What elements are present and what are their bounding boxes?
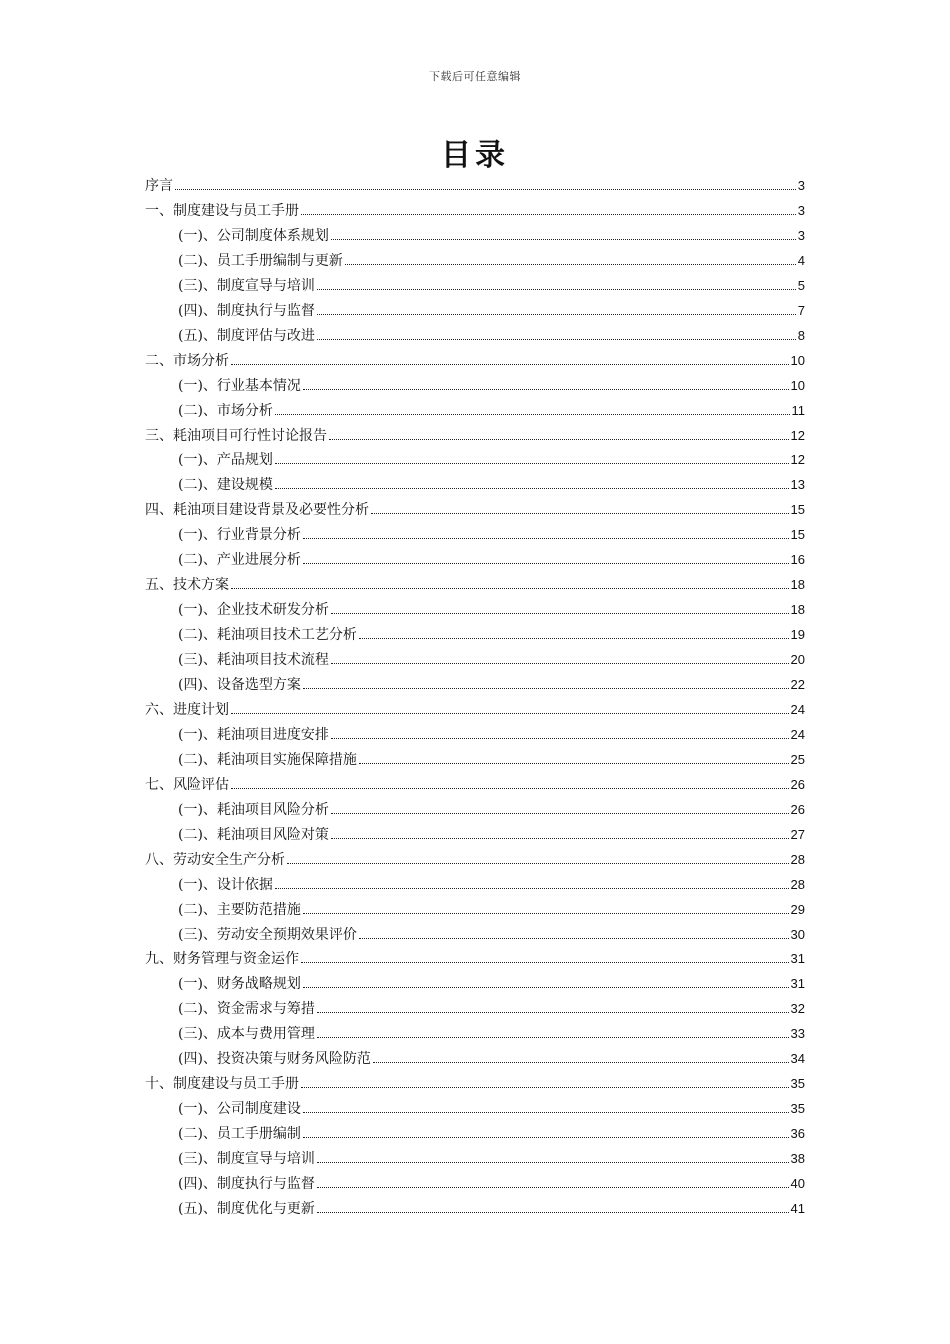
dot-leader (303, 389, 789, 390)
toc-entry-page-number[interactable]: 40 (790, 1176, 805, 1191)
toc-entry-title[interactable]: (三)、成本与费用管理 (178, 1026, 315, 1043)
toc-entry-title[interactable]: (二)、耗油项目实施保障措施 (178, 751, 357, 768)
toc-entry-page-number[interactable]: 31 (790, 976, 805, 992)
dot-leader (345, 264, 796, 265)
dot-leader (359, 763, 789, 764)
toc-entry-title[interactable]: (四)、制度执行与监督 (178, 302, 315, 319)
toc-entry[interactable] (145, 574, 805, 594)
toc-entry-title[interactable]: (二)、市场分析 (178, 402, 273, 419)
toc-entry-page-number[interactable]: 38 (790, 1151, 805, 1167)
toc-entry-title[interactable]: (一)、行业背景分析 (178, 527, 301, 544)
toc-entry-title[interactable]: (二)、资金需求与筹措 (178, 1001, 315, 1018)
toc-entry[interactable] (178, 325, 805, 345)
toc-entry-title[interactable]: (一)、公司制度体系规划 (178, 227, 329, 244)
dot-leader (275, 463, 789, 464)
toc-entry-page-number[interactable]: 25 (790, 751, 805, 767)
toc-entry[interactable] (178, 1148, 805, 1168)
dot-leader (331, 663, 789, 664)
toc-entry[interactable] (145, 425, 805, 445)
toc-entry[interactable] (178, 874, 805, 894)
dot-leader (371, 513, 789, 514)
dot-leader (231, 364, 789, 365)
toc-entry-page-number[interactable]: 35 (790, 1101, 805, 1117)
toc-entry[interactable] (178, 973, 805, 993)
toc-entry-page-number[interactable]: 10 (790, 352, 805, 368)
toc-entry-page-number[interactable]: 12 (790, 452, 805, 468)
toc-entry-title[interactable]: 七、风险评估 (145, 776, 229, 793)
dot-leader (329, 439, 789, 440)
toc-entry-page-number[interactable]: 33 (790, 1026, 805, 1042)
toc-entry-page-number[interactable]: 16 (790, 552, 805, 568)
toc-entry-title[interactable]: 一、制度建设与员工手册 (145, 202, 299, 219)
toc-entry-title[interactable]: (一)、耗油项目进度安排 (178, 726, 329, 743)
toc-entry-page-number[interactable]: 19 (790, 627, 805, 643)
toc-entry[interactable] (145, 499, 805, 519)
dot-leader (331, 239, 796, 240)
toc-entry[interactable] (178, 649, 805, 669)
toc-entry-page-number[interactable]: 8 (797, 327, 805, 343)
toc-entry-page-number[interactable]: 28 (790, 851, 805, 867)
toc-entry-title[interactable]: 十、制度建设与员工手册 (145, 1076, 299, 1093)
dot-leader (317, 1012, 789, 1013)
toc-entry-title[interactable]: (二)、员工手册编制 (178, 1126, 301, 1143)
toc-entry-page-number[interactable]: 27 (790, 826, 805, 842)
dot-leader (303, 913, 789, 914)
dot-leader (317, 1187, 789, 1188)
toc-entry-page-number[interactable]: 5 (797, 277, 805, 293)
dot-leader (301, 1087, 789, 1088)
dot-leader (303, 1112, 789, 1113)
toc-entry[interactable] (178, 799, 805, 819)
toc-entry-title[interactable]: (二)、员工手册编制与更新 (178, 252, 343, 269)
toc-entry[interactable] (145, 1073, 805, 1093)
toc-entry-title[interactable]: (一)、公司制度建设 (178, 1101, 301, 1118)
toc-entry-title[interactable]: (一)、耗油项目风险分析 (178, 801, 329, 818)
toc-entry-page-number[interactable]: 4 (797, 252, 805, 268)
toc-entry-title[interactable]: (三)、制度宣导与培训 (178, 1151, 315, 1168)
toc-entry-page-number[interactable]: 18 (790, 577, 805, 593)
toc-entry-title[interactable]: 二、市场分析 (145, 352, 229, 369)
dot-leader (317, 1212, 789, 1213)
toc-entry[interactable] (178, 1023, 805, 1043)
toc-entry[interactable] (178, 724, 805, 744)
dot-leader (275, 488, 789, 489)
dot-leader (231, 588, 789, 589)
toc-entry[interactable] (145, 849, 805, 869)
toc-entry-title[interactable]: (五)、制度优化与更新 (178, 1200, 315, 1217)
toc-entry-title[interactable]: (五)、制度评估与改进 (178, 327, 315, 344)
dot-leader (275, 414, 790, 415)
toc-entry[interactable] (178, 824, 805, 844)
toc-entry-title[interactable]: (四)、设备选型方案 (178, 677, 301, 693)
toc-entry-title[interactable]: (二)、建设规模 (178, 477, 273, 494)
dot-leader (231, 713, 789, 714)
dot-leader (175, 189, 796, 190)
toc-entry-page-number[interactable]: 22 (790, 677, 805, 692)
toc-entry-page-number[interactable]: 35 (790, 1076, 805, 1092)
toc-entry-page-number[interactable]: 24 (790, 726, 805, 742)
dot-leader (303, 1137, 789, 1138)
toc-entry-page-number[interactable]: 18 (790, 602, 805, 618)
toc-entry-title[interactable]: 六、进度计划 (145, 701, 229, 718)
toc-entry-page-number[interactable]: 36 (790, 1126, 805, 1142)
toc-entry-page-number[interactable]: 10 (790, 377, 805, 393)
dot-leader (317, 1162, 789, 1163)
toc-entry[interactable] (145, 948, 805, 968)
toc-entry[interactable] (178, 1098, 805, 1118)
toc-entry[interactable] (178, 1198, 805, 1218)
toc-entry-title[interactable]: (三)、劳动安全预期效果评价 (178, 926, 357, 943)
toc-entry[interactable] (178, 474, 805, 494)
toc-entry[interactable] (178, 599, 805, 619)
toc-entry[interactable] (145, 175, 805, 195)
toc-entry-title[interactable]: (一)、行业基本情况 (178, 377, 301, 394)
dot-leader (359, 638, 789, 639)
toc-entry[interactable] (178, 624, 805, 644)
toc-entry-page-number[interactable]: 3 (797, 227, 805, 243)
dot-leader (317, 289, 796, 290)
toc-entry-page-number[interactable]: 13 (790, 477, 805, 493)
toc-entry-page-number[interactable]: 11 (791, 402, 805, 418)
toc-entry-page-number[interactable]: 32 (790, 1001, 805, 1017)
toc-entry-title[interactable]: 五、技术方案 (145, 577, 229, 594)
dot-leader (275, 888, 789, 889)
toc-entry[interactable] (178, 225, 805, 245)
toc-entry-page-number[interactable]: 34 (790, 1051, 805, 1067)
toc-entry[interactable] (178, 1173, 805, 1193)
toc-entry-page-number[interactable]: 20 (790, 652, 805, 668)
toc-entry-page-number[interactable]: 30 (790, 926, 805, 942)
dot-leader (331, 738, 789, 739)
toc-entry[interactable] (178, 674, 805, 694)
toc-entry-page-number[interactable]: 12 (790, 427, 805, 443)
toc-entry-page-number[interactable]: 28 (790, 876, 805, 892)
toc-entry-title[interactable]: 八、劳动安全生产分析 (145, 851, 285, 868)
toc-entry-page-number[interactable]: 31 (790, 951, 805, 967)
toc-entry-title[interactable]: 九、财务管理与资金运作 (145, 951, 299, 968)
toc-entry[interactable] (178, 449, 805, 469)
toc-entry-title[interactable]: (四)、投资决策与财务风险防范 (178, 1051, 371, 1068)
dot-leader (303, 538, 789, 539)
toc-entry-page-number[interactable]: 7 (797, 302, 805, 318)
dot-leader (303, 563, 789, 564)
toc-entry-title[interactable]: (二)、耗油项目技术工艺分析 (178, 627, 357, 644)
toc-entry[interactable] (178, 998, 805, 1018)
dot-leader (303, 987, 789, 988)
toc-entry[interactable] (145, 774, 805, 794)
dot-leader (317, 314, 796, 315)
toc-entry[interactable] (178, 549, 805, 569)
toc-entry[interactable] (178, 375, 805, 395)
toc-entry[interactable] (178, 1048, 805, 1068)
toc-entry-page-number[interactable]: 15 (790, 502, 805, 518)
dot-leader (301, 214, 796, 215)
toc-entry[interactable] (178, 524, 805, 544)
header-note: 下载后可任意编辑 (429, 70, 521, 83)
dot-leader (331, 613, 789, 614)
toc-entry-title[interactable]: (一)、设计依据 (178, 876, 273, 893)
toc-entry-title[interactable]: (一)、财务战略规划 (178, 976, 301, 993)
toc-entry-title[interactable]: (一)、企业技术研发分析 (178, 602, 329, 619)
toc-entry-page-number[interactable]: 29 (790, 901, 805, 917)
dot-leader (373, 1062, 789, 1063)
toc-entry[interactable] (145, 200, 805, 220)
dot-leader (301, 962, 789, 963)
toc-entry-title[interactable]: (二)、产业进展分析 (178, 552, 301, 569)
toc-entry[interactable] (178, 300, 805, 320)
dot-leader (303, 688, 789, 689)
toc-entry[interactable] (178, 250, 805, 270)
toc-entry-page-number[interactable]: 26 (790, 801, 805, 817)
toc-entry-title[interactable]: (二)、耗油项目风险对策 (178, 826, 329, 843)
toc-entry[interactable] (145, 699, 805, 719)
toc-entry[interactable] (178, 899, 805, 919)
toc-entry-page-number[interactable]: 24 (790, 701, 805, 717)
toc-entry[interactable] (178, 1123, 805, 1143)
toc-entry-title[interactable]: (一)、产品规划 (178, 452, 273, 469)
toc-entry[interactable] (178, 749, 805, 769)
toc-entry-title[interactable]: (三)、制度宣导与培训 (178, 277, 315, 294)
toc-entry[interactable] (178, 400, 805, 420)
toc-entry-page-number[interactable]: 3 (797, 178, 805, 193)
dot-leader (287, 863, 789, 864)
toc-entry-title[interactable]: 序言 (145, 178, 173, 194)
toc-entry-title[interactable]: (四)、制度执行与监督 (178, 1176, 315, 1192)
toc-entry-title[interactable]: (二)、主要防范措施 (178, 901, 301, 918)
toc-entry-page-number[interactable]: 26 (790, 776, 805, 792)
dot-leader (317, 339, 796, 340)
toc-entry-title[interactable]: 四、耗油项目建设背景及必要性分析 (145, 502, 369, 519)
dot-leader (231, 788, 789, 789)
toc-entry-title[interactable]: (三)、耗油项目技术流程 (178, 652, 329, 669)
toc-entry-title[interactable]: 三、耗油项目可行性讨论报告 (145, 427, 327, 444)
toc-entry-page-number[interactable]: 15 (790, 527, 805, 543)
toc-entry[interactable] (178, 275, 805, 295)
toc-entry[interactable] (145, 350, 805, 370)
toc-entry-page-number[interactable]: 3 (797, 202, 805, 218)
dot-leader (331, 813, 789, 814)
dot-leader (317, 1037, 789, 1038)
page-title: 目录 (441, 138, 509, 173)
toc-entry-page-number[interactable]: 41 (790, 1200, 805, 1216)
dot-leader (331, 838, 789, 839)
dot-leader (359, 938, 789, 939)
toc-entry[interactable] (178, 924, 805, 944)
